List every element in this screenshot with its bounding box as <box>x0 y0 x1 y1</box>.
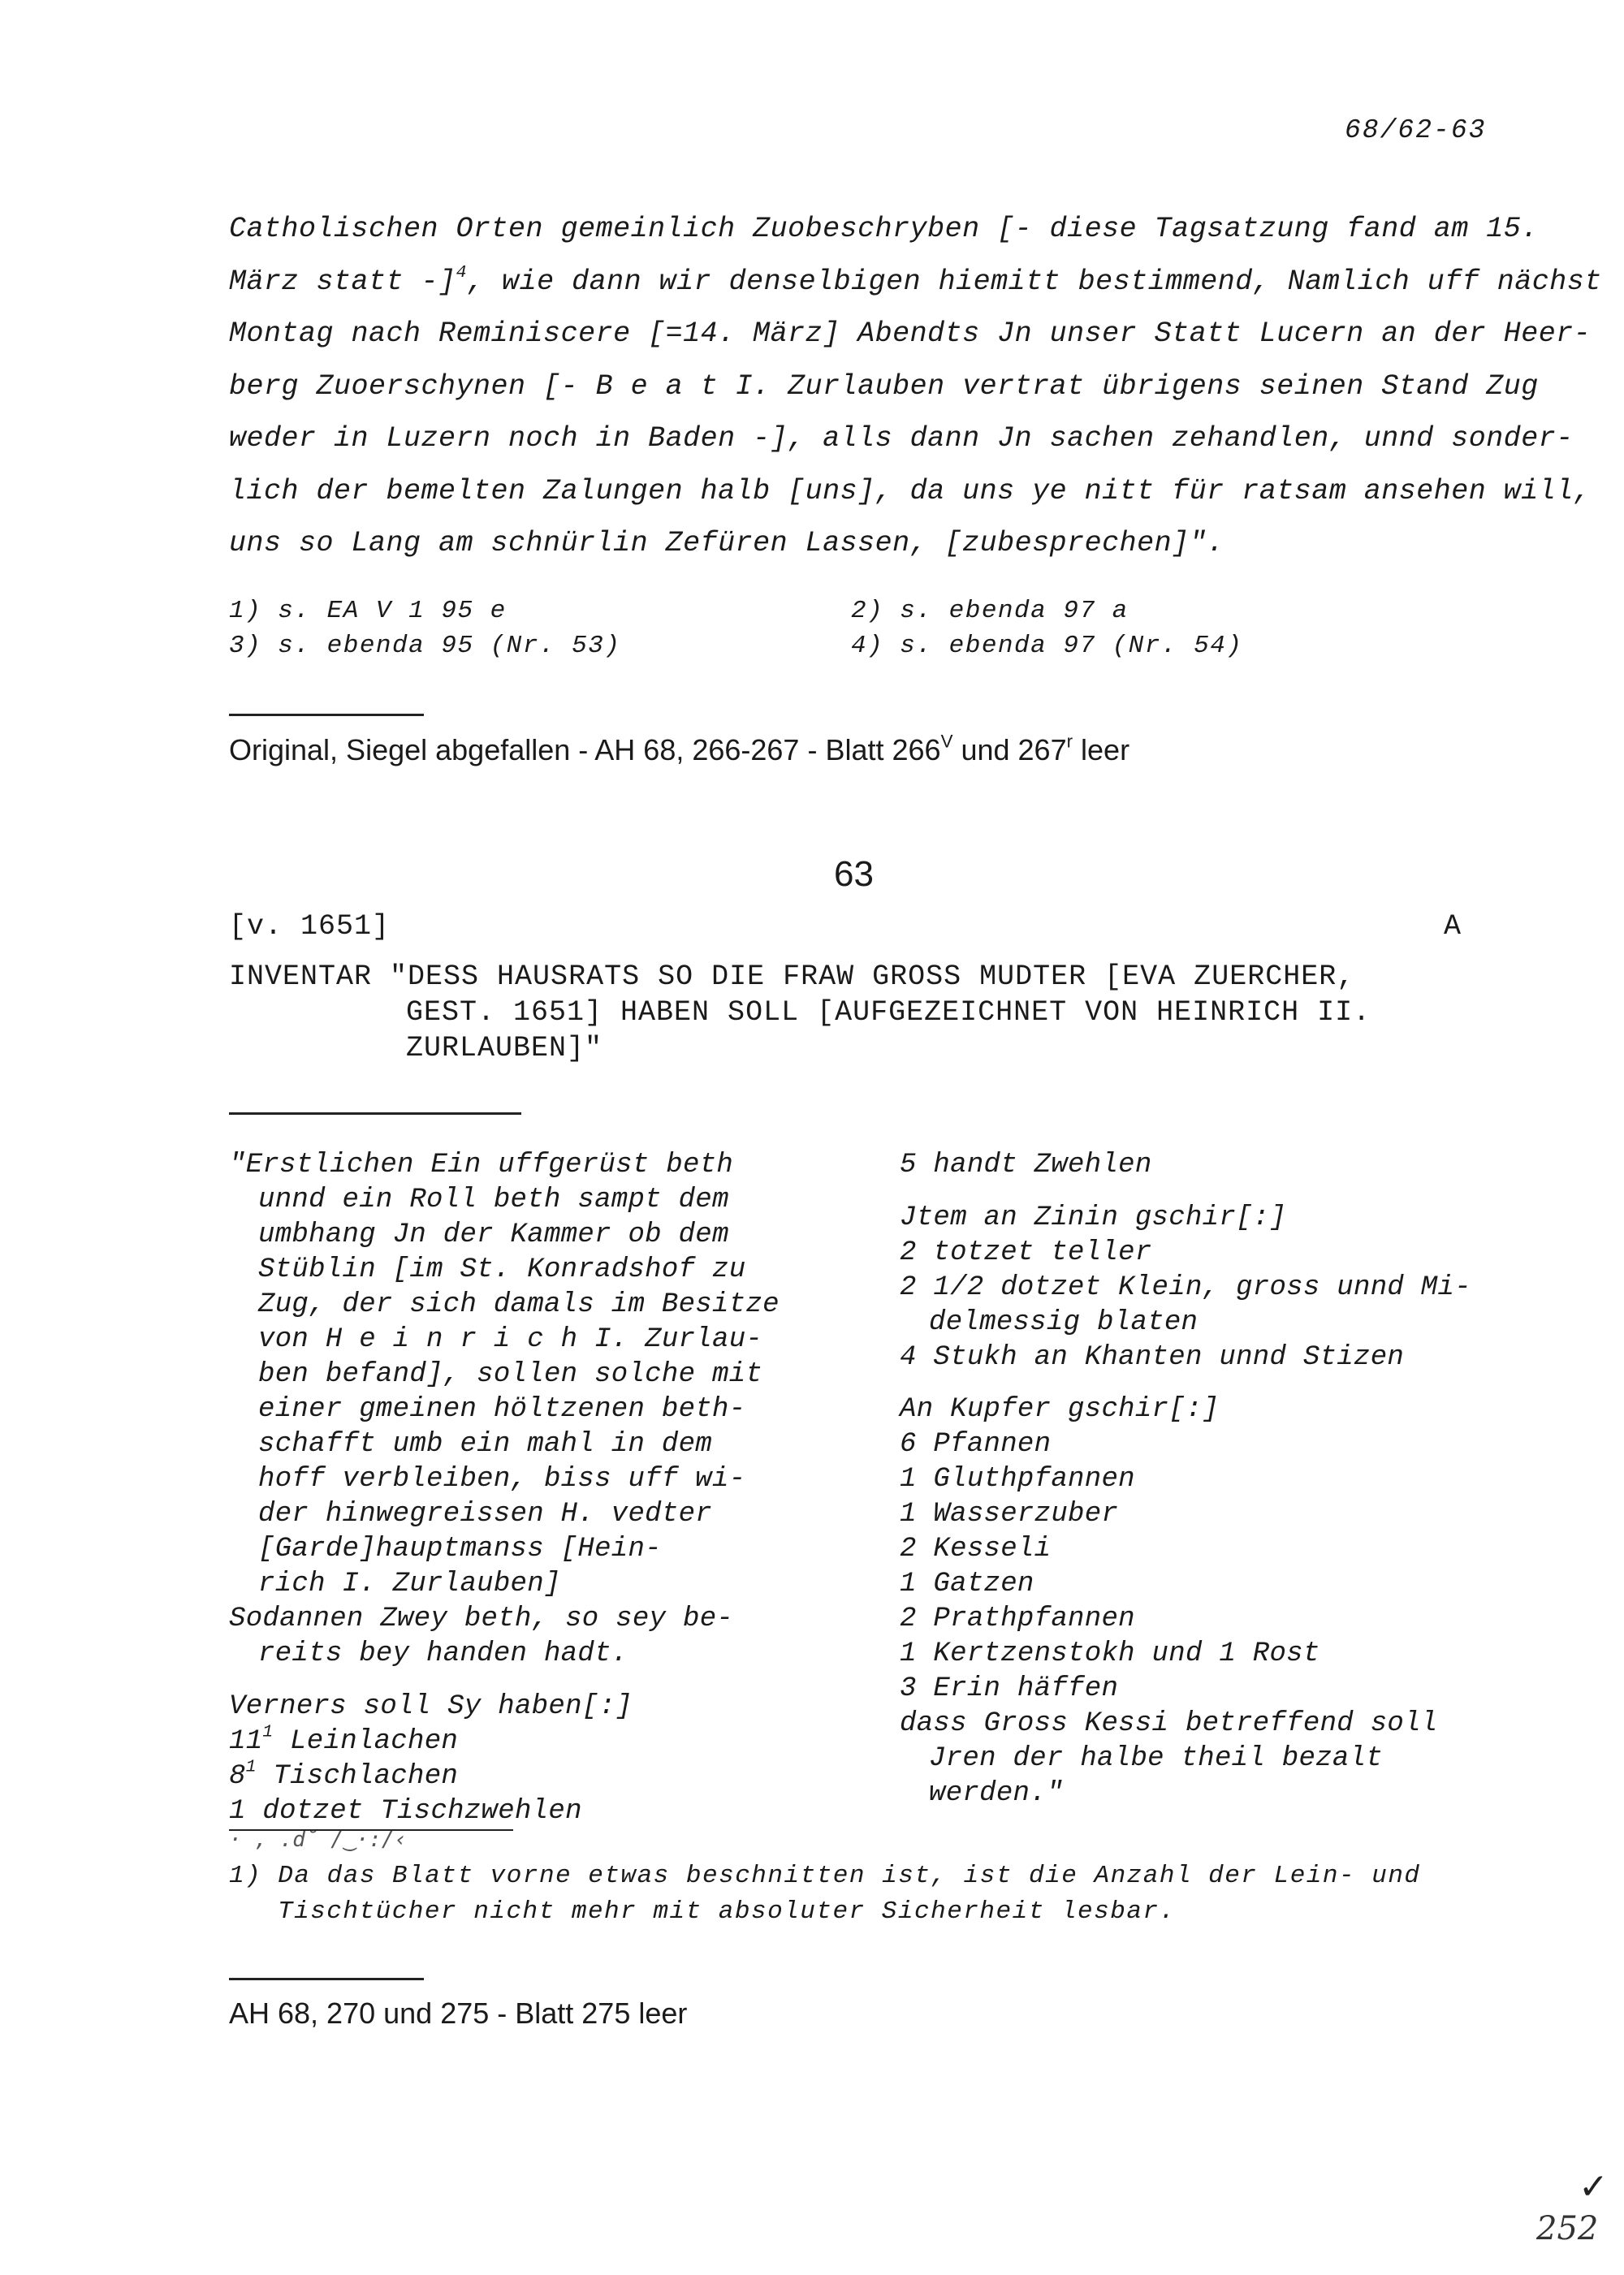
document-date: [v. 1651] <box>229 910 391 943</box>
paragraph-line: uns so Lang am schnürlin Zefüren Lassen, [zubesprechen]". <box>229 527 1224 559</box>
inventory-line: rich I. Zurlauben] <box>258 1569 561 1599</box>
inventory-line: Jren der halbe theil bezalt <box>929 1743 1383 1774</box>
document-letter: A <box>1444 910 1462 943</box>
inventory-line: 5 handt Zwehlen <box>900 1150 1152 1181</box>
paragraph-line: Montag nach Reminiscere [=14. März] Abendts Jn unser Statt Lucern an der Heer- <box>229 317 1592 350</box>
footnote-marker: 1 <box>245 1757 257 1777</box>
inventory-line: Zug, der sich damals im Besitze <box>258 1289 780 1320</box>
footnote-marker: 1 <box>262 1722 274 1742</box>
inventory-line: Verners soll Sy haben[:] <box>229 1691 633 1722</box>
paragraph-line: März statt -]$^4$, wie dann wir denselbigen hiemitt bestimmend, Namlich uff nächst <box>229 261 1602 298</box>
source-divider <box>229 714 424 716</box>
page-reference: 68/62-63 <box>1345 115 1487 145</box>
inventory-line: 1 Kertzenstokh und 1 Rost <box>900 1638 1320 1669</box>
handwritten-page-number: 252 <box>1536 2210 1599 2247</box>
footnote-divider <box>229 1829 513 1831</box>
title-line: ZURLAUBEN]" <box>406 1032 603 1064</box>
inventory-line: Sodannen Zwey beth, so sey be- <box>229 1604 734 1634</box>
footnote-marker: 4 <box>456 261 468 283</box>
title-line: GEST. 1651] HABEN SOLL [AUFGEZEICHNET VON HEINRICH II. <box>406 996 1371 1029</box>
paragraph-line: berg Zuoerschynen [- B e a t I. Zurlauben vertrat übrigens seinen Stand Zug <box>229 370 1539 403</box>
document-number: 63 <box>834 854 874 894</box>
footnote: 2) s. ebenda 97 a <box>851 597 1129 625</box>
inventory-line: unnd ein Roll beth sampt dem <box>258 1185 729 1215</box>
inventory-line: umbhang Jn der Kammer ob dem <box>258 1220 729 1250</box>
inventory-line: 1 Gatzen <box>900 1569 1034 1599</box>
inventory-line: schafft umb ein mahl in dem <box>258 1429 712 1460</box>
paragraph-line: lich der bemelten Zalungen halb [uns], da uns ye nitt für ratsam ansehen will, <box>229 475 1592 507</box>
inventory-line: 1 Gluthpfannen <box>900 1464 1135 1495</box>
inventory-line: delmessig blaten <box>929 1307 1199 1338</box>
inventory-line: dass Gross Kessi betreffend soll <box>900 1708 1438 1739</box>
paragraph-line: weder in Luzern noch in Baden -], alls dann Jn sachen zehandlen, unnd sonder- <box>229 422 1574 455</box>
footnote: 4) s. ebenda 97 (Nr. 54) <box>851 632 1243 660</box>
inventory-line: reits bey handen hadt. <box>258 1638 628 1669</box>
inventory-line: einer gmeinen höltzenen beth- <box>258 1394 746 1425</box>
paragraph-line: Catholischen Orten gemeinlich Zuobeschryben [- diese Tagsatzung fand am 15. <box>229 213 1539 245</box>
title-divider <box>229 1112 521 1115</box>
source-line: Original, Siegel abgefallen - AH 68, 266-267 - Blatt $266^V$ und 267$^r$ leer <box>229 731 1130 766</box>
inventory-line: [Garde]hauptmanss [Hein- <box>258 1534 662 1565</box>
inventory-line: Stüblin [im St. Konradshof zu <box>258 1254 746 1285</box>
inventory-line: ben befand], sollen solche mit <box>258 1359 763 1390</box>
inventory-line: $11^1$ Leinlachen <box>229 1722 459 1757</box>
footnote: 3) s. ebenda 95 (Nr. 53) <box>229 632 621 660</box>
inventory-line: 1 Wasserzuber <box>900 1499 1119 1530</box>
footnote: 1) s. EA V 1 95 e <box>229 597 507 625</box>
inventory-line: werden." <box>929 1778 1064 1809</box>
inventory-line: 2 Kesseli <box>900 1534 1052 1565</box>
scan-artifact-text: · ‚ .d˘ /‿·:/‹ <box>229 1828 408 1852</box>
checkmark-icon: ✓ <box>1579 2166 1609 2208</box>
inventory-line: 3 Erin häffen <box>900 1673 1119 1704</box>
inventory-line: 2 totzet teller <box>900 1237 1152 1268</box>
inventory-line: 2 1/2 dotzet Klein, gross unnd Mi- <box>900 1272 1471 1303</box>
inventory-line: 6 Pfannen <box>900 1429 1052 1460</box>
inventory-line: 4 Stukh an Khanten unnd Stizen <box>900 1342 1405 1373</box>
title-line: INVENTAR "DESS HAUSRATS SO DIE FRAW GROSS MUDTER [EVA ZUERCHER, <box>229 961 1355 993</box>
inventory-line: von H e i n r i c h I. Zurlau- <box>258 1324 763 1355</box>
footnote: Tischtücher nicht mehr mit absoluter Sicherheit lesbar. <box>278 1897 1176 1926</box>
inventory-line: der hinwegreissen H. vedter <box>258 1499 712 1530</box>
inventory-line: hoff verbleiben, biss uff wi- <box>258 1464 746 1495</box>
source-divider <box>229 1978 424 1980</box>
inventory-line: $8^1$ Tischlachen <box>229 1757 459 1792</box>
inventory-line: 2 Prathpfannen <box>900 1604 1135 1634</box>
inventory-line: "Erstlichen Ein uffgerüst beth <box>229 1150 734 1181</box>
inventory-line: An Kupfer gschir[:] <box>900 1394 1220 1425</box>
footnote: 1) Da das Blatt vorne etwas beschnitten ist, ist die Anzahl der Lein- und <box>229 1862 1421 1890</box>
inventory-line: 1 dotzet Tischzwehlen <box>229 1796 582 1827</box>
inventory-line: Jtem an Zinin gschir[:] <box>900 1202 1287 1233</box>
source-line: AH 68, 270 und 275 - Blatt 275 leer <box>229 1997 688 2030</box>
